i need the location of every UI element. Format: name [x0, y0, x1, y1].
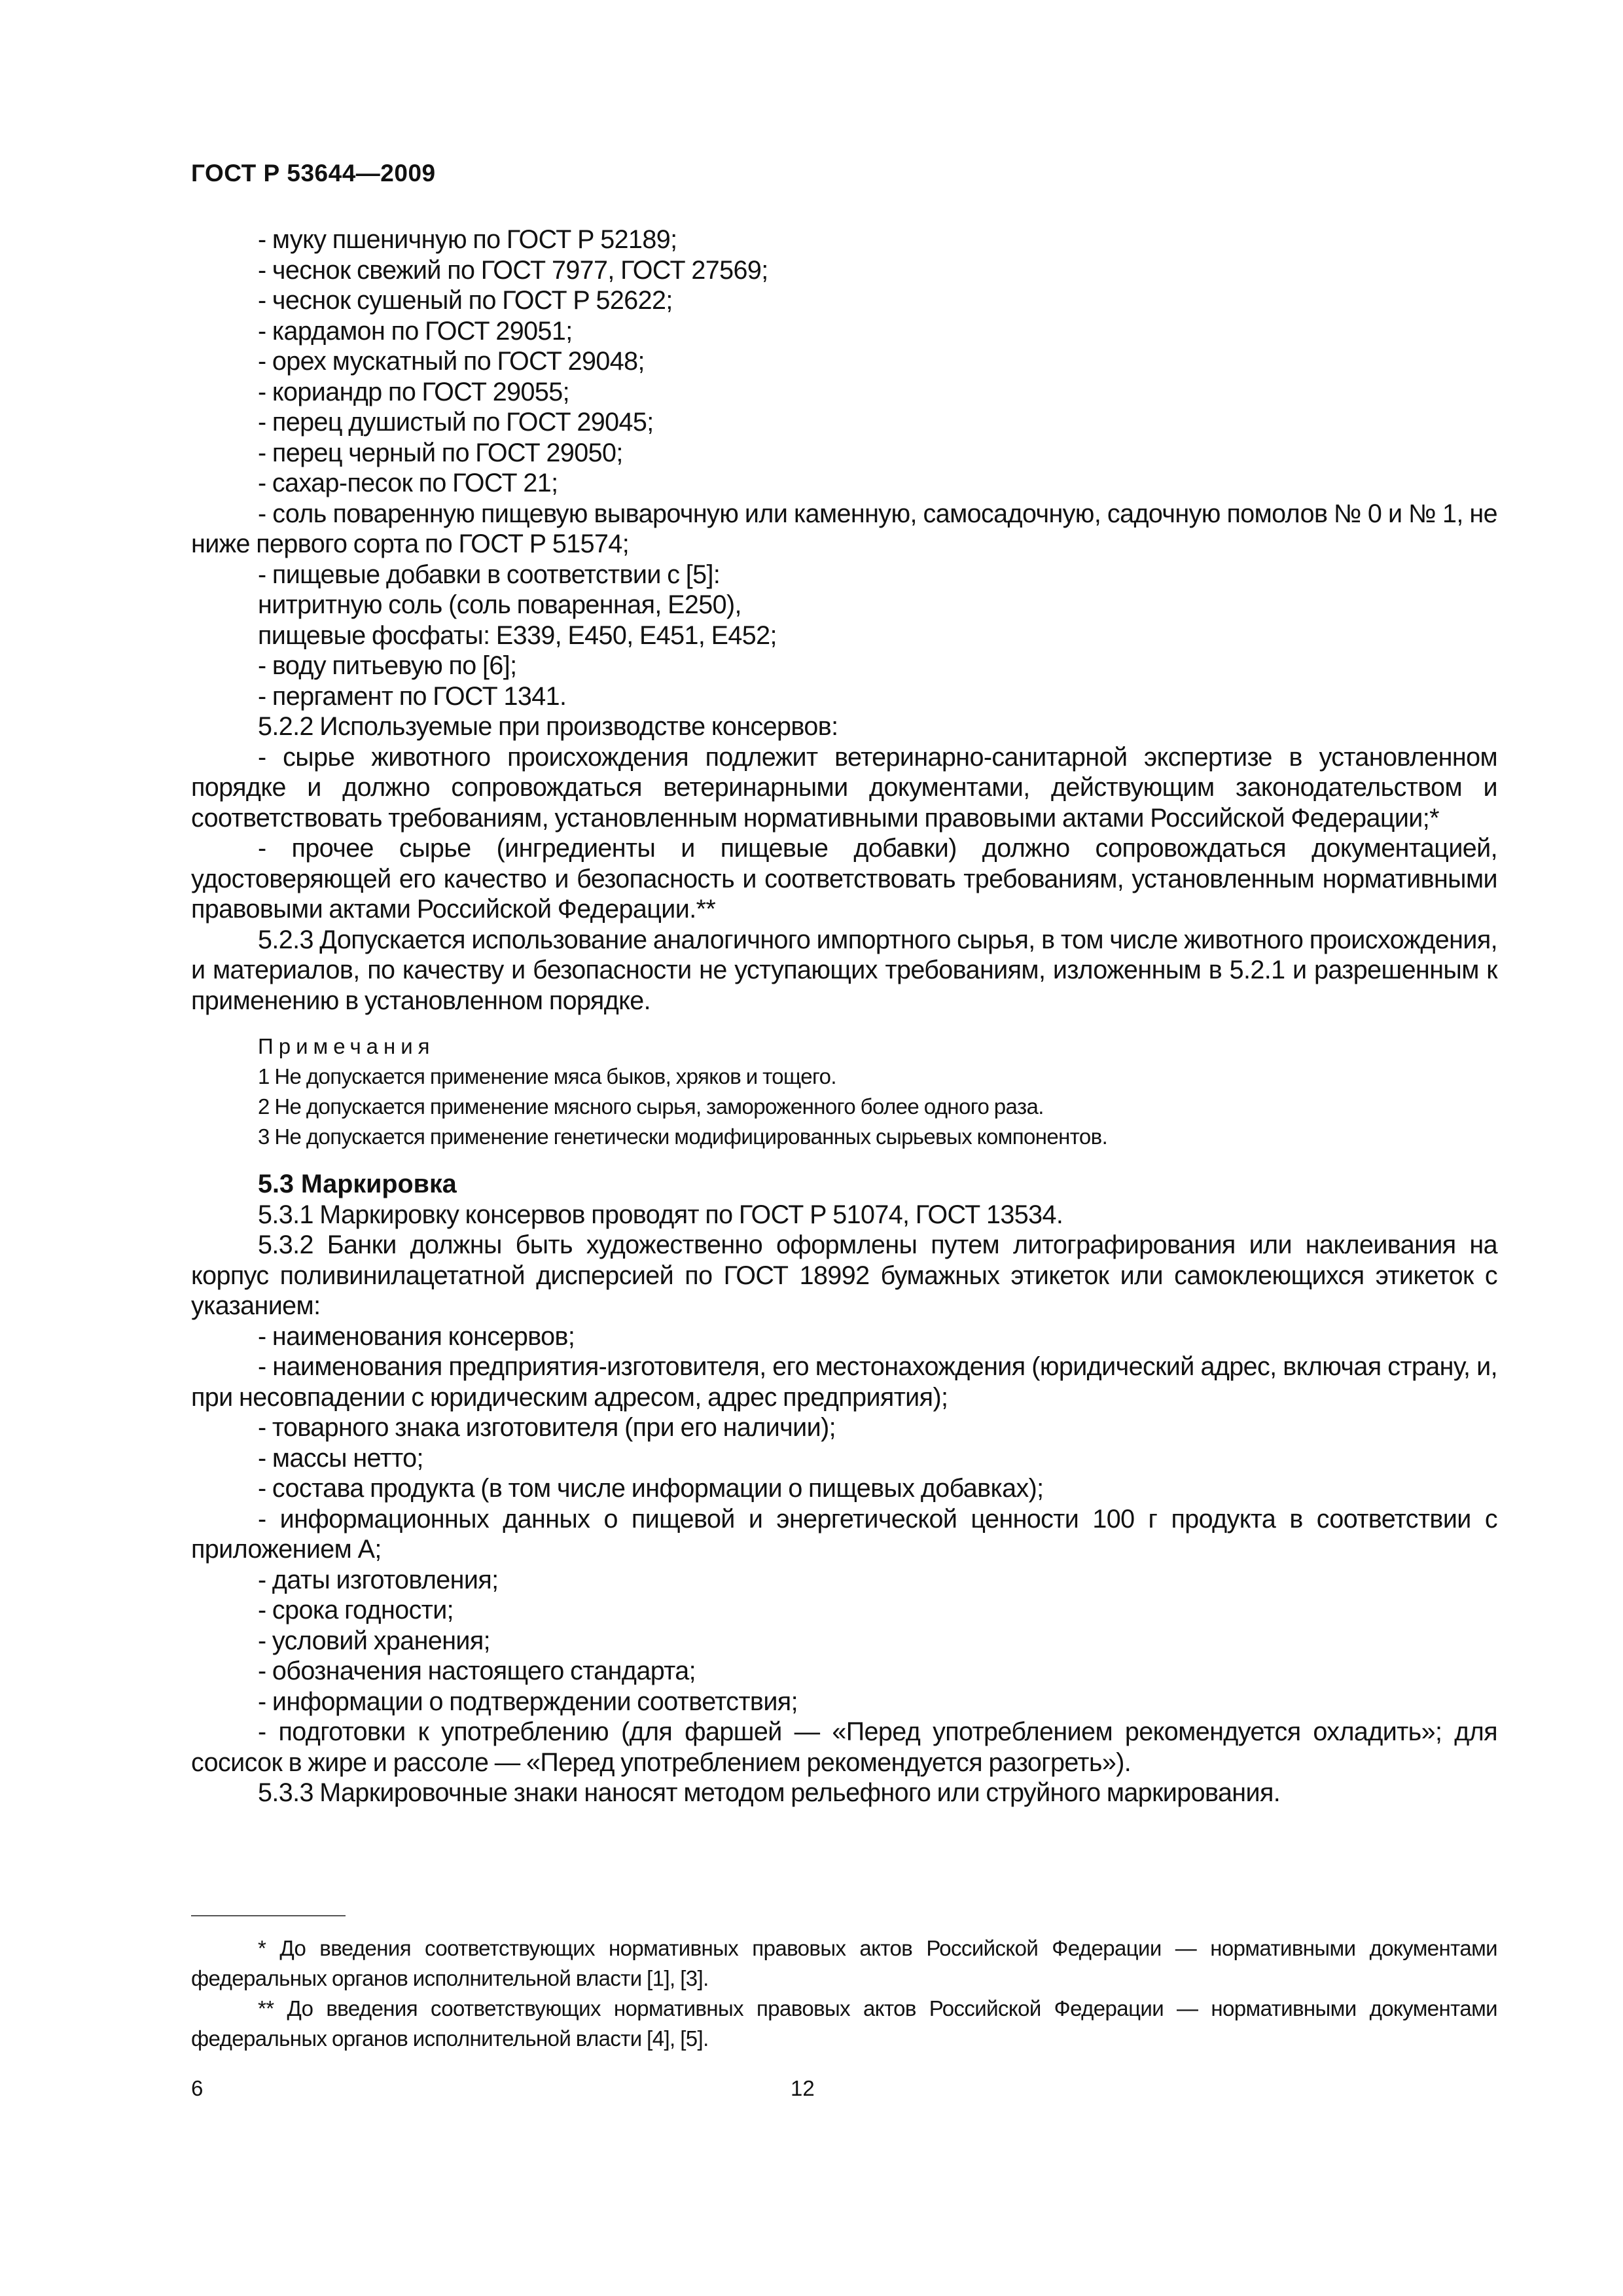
note-item: 2 Не допускается применение мясного сырья, замороженного более одного раза.	[258, 1094, 1044, 1119]
list-item: - перец черный по ГОСТ 29050;	[258, 438, 623, 467]
paragraph: 5.3.2 Банки должны быть художественно оформлены путем литографирования или наклеивания на корпус поливинилацетатной дисперсией по ГОСТ 18992 бумажных этикеток или самоклеющихся этикеток с указанием:	[191, 1230, 1497, 1320]
list-item: - информационных данных о пищевой и энергетической ценности 100 г продукта в соответствии с приложением А;	[191, 1504, 1497, 1564]
document-header: ГОСТ Р 53644—2009	[191, 160, 436, 187]
list-item: - обозначения настоящего стандарта;	[258, 1657, 696, 1685]
paragraph: 5.3.3 Маркировочные знаки наносят методом рельефного или струйного маркирования.	[258, 1778, 1281, 1807]
list-item: - муку пшеничную по ГОСТ Р 52189;	[258, 225, 677, 254]
list-item: - кардамон по ГОСТ 29051;	[258, 316, 573, 346]
list-item: - прочее сырье (ингредиенты и пищевые добавки) должно сопровождаться документацией, удостоверяющей его качество и безопасность и соответствовать требованиям, установленным нормативными правовыми актами Российской Федерации.**	[191, 834, 1497, 924]
notes-title: Примечания	[258, 1034, 435, 1058]
list-item: - орех мускатный по ГОСТ 29048;	[258, 347, 645, 376]
list-item: - пергамент по ГОСТ 1341.	[258, 681, 567, 711]
page-number: 6	[191, 2076, 204, 2100]
list-item: - чеснок свежий по ГОСТ 7977, ГОСТ 27569;	[258, 255, 768, 285]
list-item: - чеснок сушеный по ГОСТ Р 52622;	[258, 286, 673, 315]
footnotes	[191, 1933, 1497, 2054]
footnote: ** До введения соответствующих нормативных правовых актов Российской Федерации — нормативными документами федеральных органов исполнительной власти [4], [5].	[191, 1996, 1497, 2051]
paragraph: 5.2.3 Допускается использование аналогичного импортного сырья, в том числе животного происхождения, и материалов, по качеству и безопасности не уступающих требованиям, изложенным в 5.2.1 и разрешенным к применению в установленном порядке.	[191, 925, 1497, 1015]
list-item: - даты изготовления;	[258, 1565, 499, 1594]
list-subitem: пищевые фосфаты: Е339, Е450, Е451, Е452;	[258, 620, 777, 650]
paragraph: 5.3.1 Маркировку консервов проводят по ГОСТ Р 51074, ГОСТ 13534.	[258, 1200, 1063, 1229]
section-title: 5.3 Маркировка	[258, 1170, 457, 1198]
sheet-number: 12	[791, 2076, 815, 2100]
notes-block	[191, 1031, 1497, 1152]
footnote: * До введения соответствующих нормативных правовых актов Российской Федерации — нормативными документами федеральных органов исполнительной власти [1], [3].	[191, 1936, 1497, 1990]
list-item: - состава продукта (в том числе информации о пищевых добавках);	[258, 1474, 1044, 1503]
list-item: - наименования предприятия-изготовителя, его местонахождения (юридический адрес, включая страну, и, при несовпадении с юридическим адресом, адрес предприятия);	[191, 1352, 1497, 1412]
list-item: - наименования консервов;	[258, 1321, 575, 1351]
list-item: - информации о подтверждении соответствия;	[258, 1687, 798, 1716]
list-item: - условий хранения;	[258, 1626, 491, 1655]
list-subitem: нитритную соль (соль поваренная, Е250),	[258, 590, 741, 619]
list-item: - соль поваренную пищевую выварочную или каменную, самосадочную, садочную помолов № 0 и № 1, не ниже первого сорта по ГОСТ Р 51574;	[191, 499, 1497, 558]
list-item: - воду питьевую по [6];	[258, 651, 517, 680]
list-item: - массы нетто;	[258, 1443, 423, 1473]
list-item: - товарного знака изготовителя (при его наличии);	[258, 1413, 836, 1442]
list-item: - сахар-песок по ГОСТ 21;	[258, 469, 558, 497]
list-item: - срока годности;	[258, 1596, 454, 1624]
paragraph: 5.2.2 Используемые при производстве консервов:	[258, 712, 838, 741]
list-item: - перец душистый по ГОСТ 29045;	[258, 408, 654, 437]
document-body	[191, 224, 1497, 1808]
note-item: 1 Не допускается применение мяса быков, хряков и тощего.	[258, 1064, 836, 1088]
note-item: 3 Не допускается применение генетически модифицированных сырьевых компонентов.	[258, 1124, 1108, 1149]
list-item: - кориандр по ГОСТ 29055;	[258, 377, 569, 406]
list-item: - пищевые добавки в соответствии с [5]:	[258, 560, 721, 589]
footnote-divider	[191, 1915, 346, 1916]
list-item: - сырье животного происхождения подлежит ветеринарно-санитарной экспертизе в установленном порядке и должно сопровождаться ветеринарными документами, действующим законодательством и соответствовать требованиям, установленным нормативными правовыми актами Российской Федерации;*	[191, 742, 1497, 833]
list-item: - подготовки к употреблению (для фаршей — «Перед употреблением рекомендуется охладить»; для сосисок в жире и рассоле — «Перед употреблением рекомендуется разогреть»).	[191, 1717, 1497, 1777]
